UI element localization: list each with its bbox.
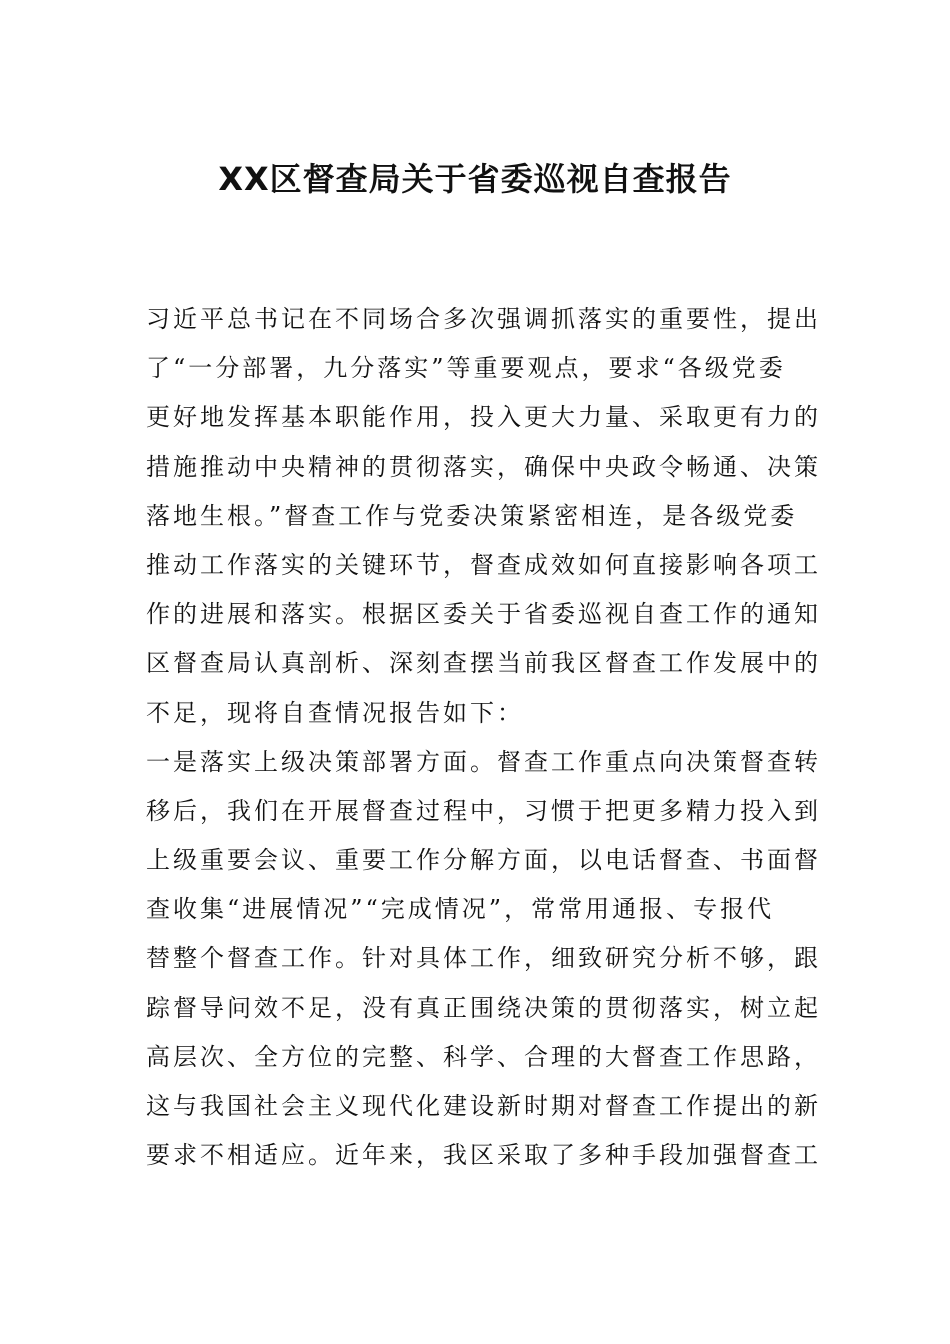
body-line: 措施推动中央精神的贯彻落实，确保中央政令畅通、决策 — [146, 452, 821, 481]
body-line: 推动工作落实的关键环节，督查成效如何直接影响各项工 — [146, 550, 821, 579]
body-line: 移后，我们在开展督查过程中，习惯于把更多精力投入到 — [146, 796, 821, 825]
body-line: 要求不相适应。近年来，我区采取了多种手段加强督查工 — [146, 1141, 821, 1170]
body-line: 习近平总书记在不同场合多次强调抓落实的重要性，提出 — [146, 305, 821, 333]
body-line: 高层次、全方位的完整、科学、合理的大督查工作思路， — [146, 1042, 821, 1071]
body-line: 上级重要会议、重要工作分解方面，以电话督查、书面督 — [146, 846, 821, 875]
body-line: 区督查局认真剖析、深刻查摆当前我区督查工作发展中的 — [146, 649, 821, 678]
body-line: 一是落实上级决策部署方面。督查工作重点向决策督查转 — [146, 747, 821, 776]
body-line: 不足，现将自查情况报告如下： — [146, 698, 524, 727]
body-line: 踪督导问效不足，没有真正围绕决策的贯彻落实，树立起 — [146, 993, 821, 1022]
body-line: 替整个督查工作。针对具体工作，细致研究分析不够，跟 — [146, 944, 821, 973]
body-line: 落地生根。”督查工作与党委决策紧密相连，是各级党委 — [146, 501, 798, 530]
body-line: 了“一分部署，九分落实”等重要观点，要求“各级党委 — [146, 354, 786, 383]
body-line: 更好地发挥基本职能作用，投入更大力量、采取更有力的 — [146, 403, 821, 432]
body-line: 查收集“进展情况”“完成情况”，常常用通报、专报代 — [146, 895, 775, 924]
body-line: 这与我国社会主义现代化建设新时期对督查工作提出的新 — [146, 1092, 821, 1120]
document-body — [146, 295, 821, 1180]
body-line: 作的进展和落实。根据区委关于省委巡视自查工作的通知 — [146, 600, 821, 629]
document-title: XX区督查局关于省委巡视自查报告 — [218, 160, 732, 198]
